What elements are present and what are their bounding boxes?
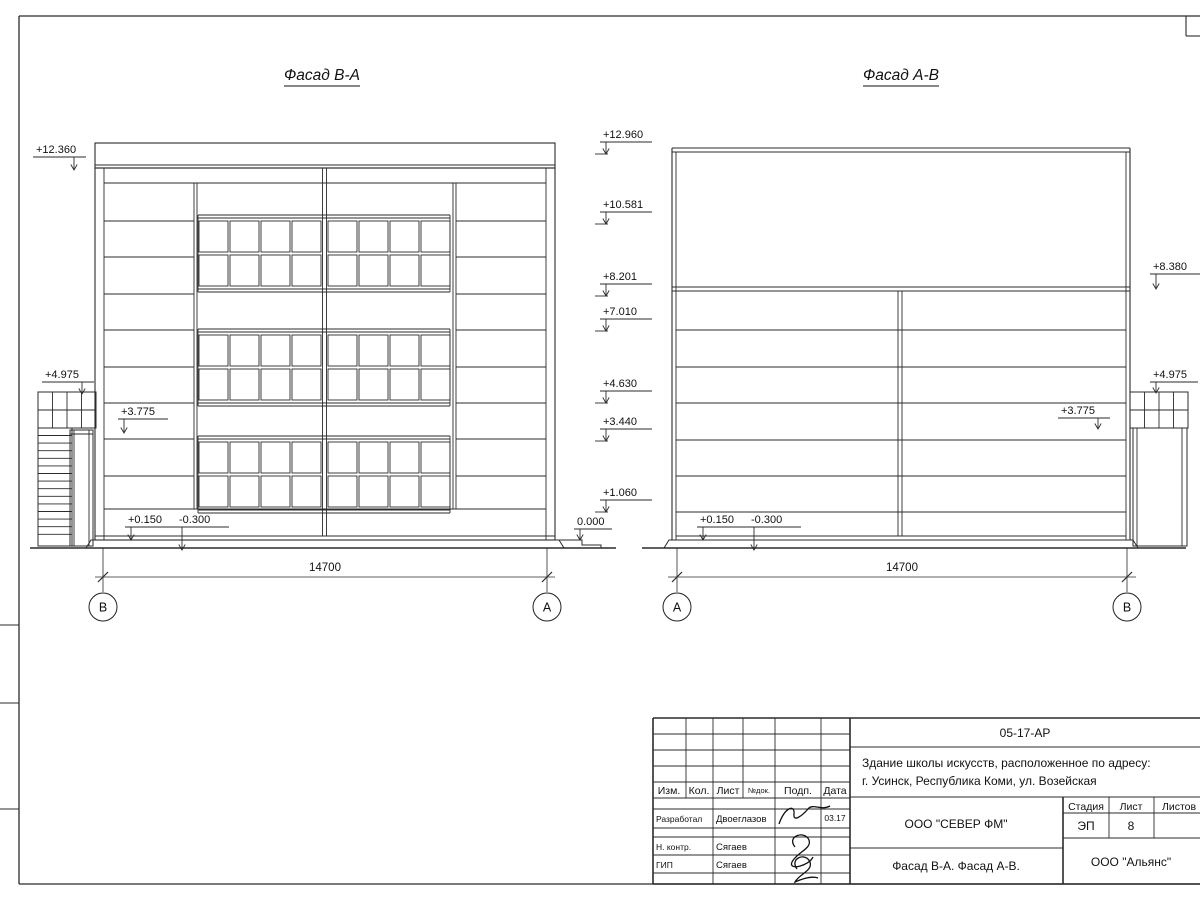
axis-label: В <box>98 600 108 615</box>
signature <box>795 857 818 882</box>
col-podp: Подп. <box>784 785 812 797</box>
elevation-mark <box>118 406 168 433</box>
view-title-va: Фасад В-А <box>283 67 361 84</box>
elevation-mark <box>33 144 86 170</box>
elevation-label: +0.150 <box>128 514 162 526</box>
doc-code: 05-17-АР <box>999 726 1051 740</box>
elevation-label: +10.581 <box>603 199 644 211</box>
sheet-number: 8 <box>1127 819 1135 833</box>
elevation-label: -0.300 <box>179 514 211 526</box>
elevation-mark <box>595 306 652 331</box>
elevation-label: +7.010 <box>603 306 637 318</box>
elevation-label: +3.775 <box>121 406 155 418</box>
labels <box>89 67 1196 873</box>
elevation-mark <box>1150 369 1198 393</box>
elevation-label: +3.775 <box>1061 405 1095 417</box>
elevation-label: +4.975 <box>1153 369 1187 381</box>
elevation-label: +4.975 <box>45 369 79 381</box>
sheet-frame <box>0 16 1200 884</box>
facade-va-drawing <box>30 143 616 592</box>
dimension-label-av: 14700 <box>886 562 918 574</box>
row-name-developer: Двоеглазов <box>716 814 767 825</box>
elevation-label: +8.380 <box>1153 261 1187 273</box>
axis-label: А <box>542 600 552 615</box>
row-date-developer: 03.17 <box>824 813 846 823</box>
row-role-gip: ГИП <box>656 860 673 870</box>
col-list: Лист <box>716 785 740 797</box>
project-name-line2: г. Усинск, Республика Коми, ул. Возейская <box>862 774 1097 788</box>
elevation-label: +12.960 <box>603 129 644 141</box>
elevation-label: +0.150 <box>700 514 734 526</box>
row-name-ncontr: Сягаев <box>716 842 747 853</box>
list-label: Лист <box>1119 801 1143 813</box>
listov-label: Листов <box>1161 801 1197 813</box>
col-ndok: №док. <box>748 786 770 795</box>
stage-label: Стадия <box>1068 801 1104 813</box>
axis-label: А <box>672 600 682 615</box>
elevation-mark <box>574 516 612 540</box>
elevation-mark <box>595 129 652 154</box>
col-izm: Изм. <box>657 785 681 797</box>
elevation-mark <box>595 271 652 296</box>
stage-value: ЭП <box>1077 819 1095 833</box>
col-data: Дата <box>823 785 847 797</box>
row-role-developer: Разработал <box>656 814 703 824</box>
view-title-av: Фасад А-В <box>862 67 940 84</box>
org-name: ООО "СЕВЕР ФМ" <box>904 817 1008 831</box>
elevation-mark <box>595 487 652 512</box>
sheet-title: Фасад В-А. Фасад А-В. <box>892 859 1020 873</box>
axis-label: В <box>1122 600 1132 615</box>
elevation-label: 0.000 <box>577 516 605 528</box>
elevation-mark <box>595 378 652 403</box>
elevation-label: +12.360 <box>36 144 77 156</box>
elevation-mark <box>176 514 229 550</box>
col-kol: Кол. <box>688 785 710 797</box>
org2-name: ООО "Альянс" <box>1090 855 1172 869</box>
elevation-mark <box>42 369 94 394</box>
elevation-mark <box>748 514 801 550</box>
elevation-marks <box>33 129 1200 550</box>
elevation-label: +1.060 <box>603 487 637 499</box>
elevation-mark <box>1150 261 1200 289</box>
elevation-label: +4.630 <box>603 378 637 390</box>
elevation-label: -0.300 <box>751 514 783 526</box>
project-name-line1: Здание школы искусств, расположенное по адресу: <box>862 756 1151 770</box>
elevation-mark <box>595 199 652 224</box>
row-role-ncontr: Н. контр. <box>656 842 692 852</box>
elevation-mark <box>595 416 652 441</box>
dimension-label-va: 14700 <box>309 562 341 574</box>
elevation-label: +3.440 <box>603 416 637 428</box>
elevation-label: +8.201 <box>603 271 637 283</box>
elevation-mark <box>1058 405 1110 429</box>
row-name-gip: Сягаев <box>716 860 747 871</box>
